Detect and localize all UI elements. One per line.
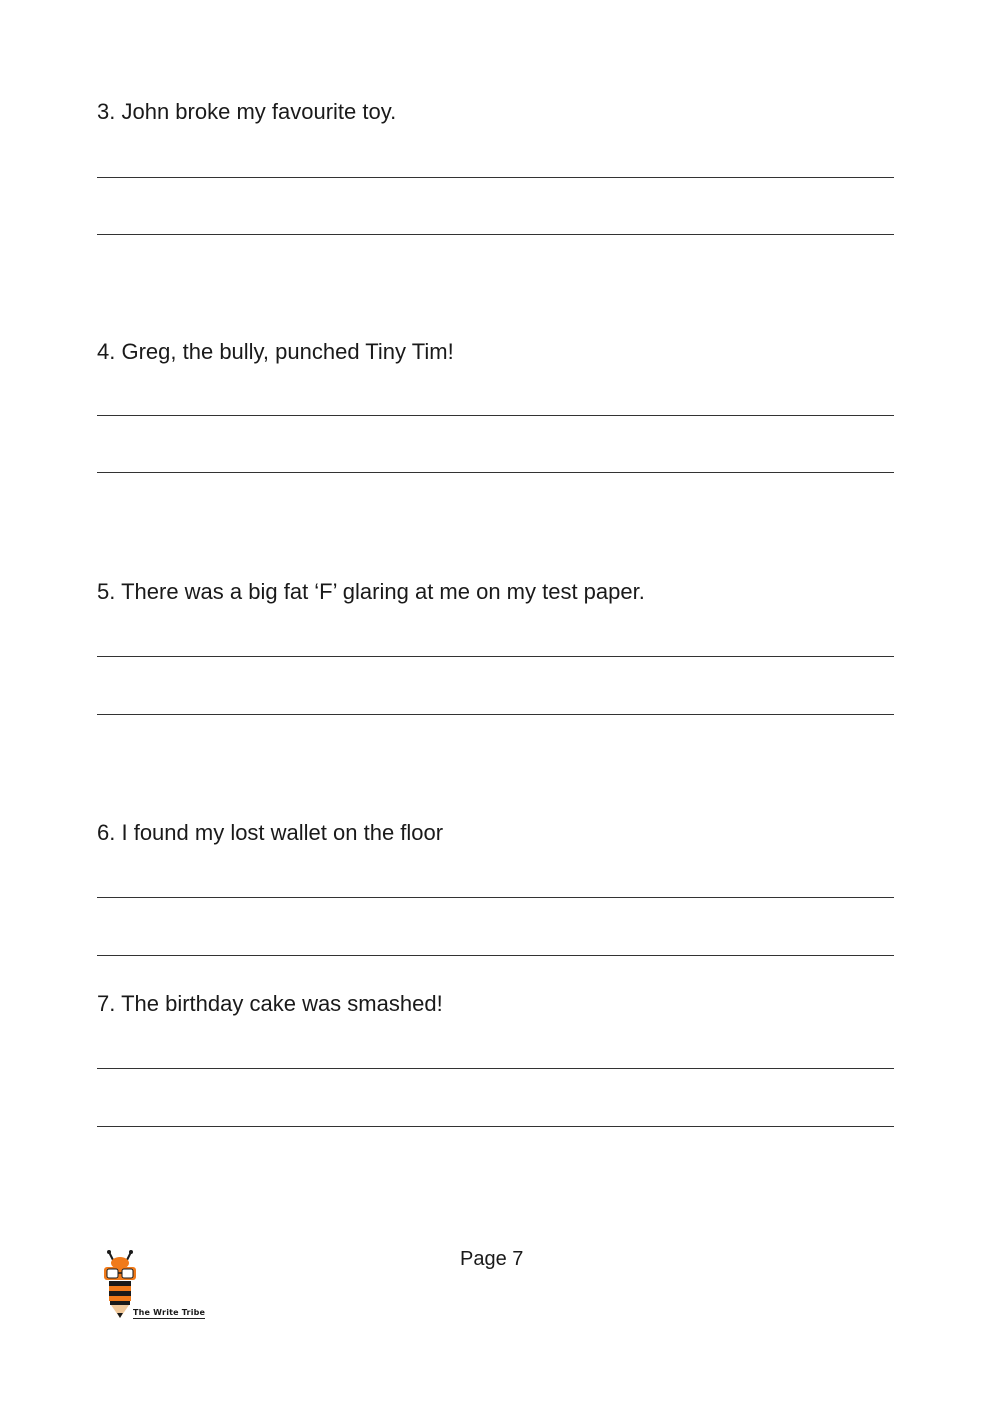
answer-line[interactable] — [97, 897, 894, 898]
question-number: 3. — [97, 99, 116, 124]
page-number: Page 7 — [460, 1248, 524, 1270]
answer-line[interactable] — [97, 656, 894, 657]
answer-line[interactable] — [97, 415, 894, 416]
question-text: There was a big fat ‘F’ glaring at me on my test paper. — [121, 579, 645, 604]
question-7 — [97, 991, 443, 1017]
question-number: 7. — [97, 991, 116, 1016]
answer-line[interactable] — [97, 1068, 894, 1069]
question-5 — [97, 579, 645, 605]
answer-line[interactable] — [97, 234, 894, 235]
question-text: The birthday cake was smashed! — [121, 991, 443, 1016]
answer-line[interactable] — [97, 177, 894, 178]
answer-line[interactable] — [97, 714, 894, 715]
logo-text: The Write Tribe — [133, 1308, 206, 1317]
question-4 — [97, 339, 454, 365]
write-tribe-logo — [100, 1250, 210, 1328]
question-number: 6. — [97, 820, 116, 845]
answer-line[interactable] — [97, 472, 894, 473]
question-number: 4. — [97, 339, 116, 364]
question-number: 5. — [97, 579, 116, 604]
question-text: I found my lost wallet on the floor — [121, 820, 444, 845]
question-6 — [97, 820, 443, 846]
answer-line[interactable] — [97, 955, 894, 956]
answer-line[interactable] — [97, 1126, 894, 1127]
question-text: Greg, the bully, punched Tiny Tim! — [121, 339, 454, 364]
question-3 — [97, 99, 396, 125]
question-text: John broke my favourite toy. — [121, 99, 397, 124]
